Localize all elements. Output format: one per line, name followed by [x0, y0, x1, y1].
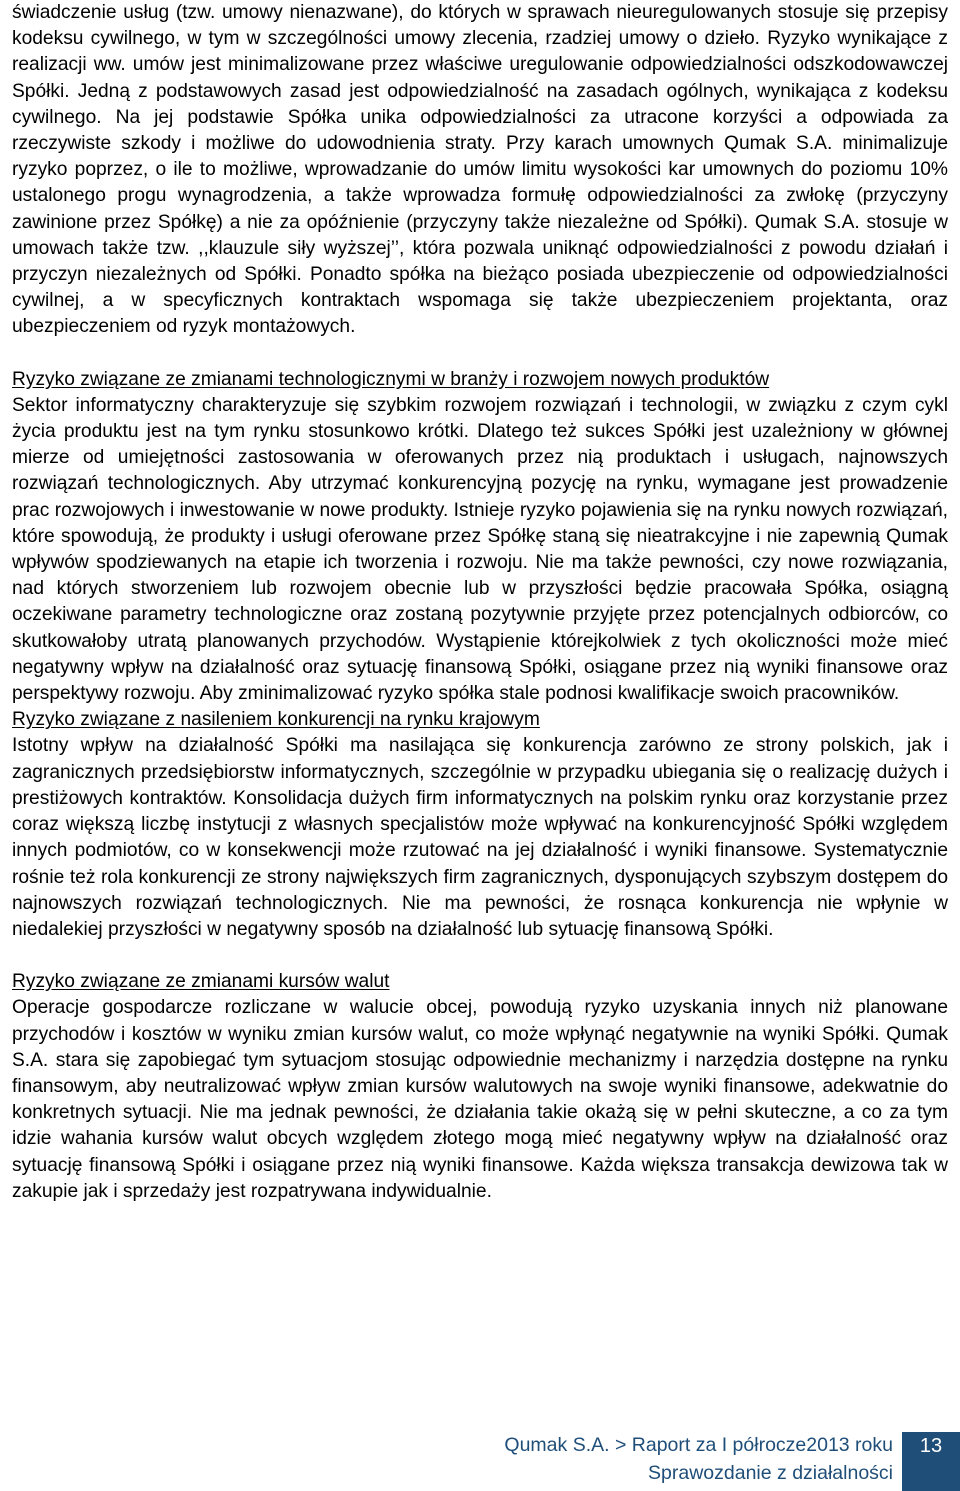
paragraph-competition-risk: Istotny wpływ na działalność Spółki ma nasilająca się konkurencja zarówno ze strony polskich, jak i zagranicznych przedsiębiorstw informatycznych, szczególnie w przypadku ubiegania się o realizację dużych i prestiżowych kontraktów. Konsolidacja dużych firm informatycznych na polskim rynku oraz korzystanie przez coraz większą liczbę instytucji z własnych specjalistów może wpływać na konkurencyjność Spółki względem innych podmiotów, co w konsekwencji może rzutować na jej działalność i wyniki finansowe. Systematycznie rośnie też rola konkurencji ze strony największych firm zagranicznych, dysponujących szybszym dostępem do najnowszych rozwiązań technologicznych. Nie ma pewności, że rosnąca konkurencja nie wpłynie w niedalekiej przyszłości w negatywny sposób na działalność lub sytuację finansową Spółki. [12, 735, 948, 940]
paragraph-technology-risk: Sektor informatyczny charakteryzuje się szybkim rozwojem rozwiązań i technologii, w związku z czym cykl życia produktu jest na tym rynku stosunkowo krótki. Dlatego też sukces Spółki jest uzależniony w głównej mierze od umiejętności zastosowania w oferowanych przez nią produktach i usługach, najnowszych rozwiązań technologicznych. Aby utrzymać konkurencyjną pozycję na rynku, wymagane jest prowadzenie prac rozwojowych i inwestowanie w nowe produkty. Istnieje ryzyko pojawienia się na rynku nowych rozwiązań, które spowodują, że produkty i usługi oferowane przez Spółkę staną się nieatrakcyjne i nie zapewnią Qumak wpływów spodziewanych na etapie ich tworzenia i rozwoju. Nie ma także pewności, czy nowe rozwiązania, nad których stworzeniem lub rozwojem obecnie lub w przyszłości będzie pracowała Spółka, osiągną oczekiwane parametry technologiczne oraz zostaną pozytywnie przyjęte przez potencjalnych odbiorców, co skutkowałoby utratą planowanych przychodów. Wystąpienie którejkolwiek z tych okoliczności może mieć negatywny wpływ na działalność oraz sytuację finansową Spółki, osiągane przez nią wyniki finansowe oraz perspektywy rozwoju. Aby zminimalizować ryzyko spółka stale podnosi kwalifikacje swoich pracowników. [12, 394, 948, 705]
footer-section-title: Sprawozdanie z działalności [648, 1462, 893, 1484]
heading-technology-risk: Ryzyko związane ze zmianami technologicznymi w branży i rozwojem nowych produktów [12, 368, 770, 390]
document-page [12, 0, 948, 1205]
spacer [12, 943, 948, 969]
spacer [12, 341, 948, 367]
page-footer [0, 1432, 960, 1491]
heading-competition-risk: Ryzyko związane z nasileniem konkurencji na rynku krajowym [12, 709, 540, 731]
heading-currency-risk: Ryzyko związane ze zmianami kursów walut [12, 971, 390, 993]
paragraph-contract-risk: świadczenie usług (tzw. umowy nienazwane), do których w sprawach nieuregulowanych stosuje się przepisy kodeksu cywilnego, w tym w szczególności umowy zlecenia, rzadziej umowy o dzieło. Ryzyko wynikające z realizacji ww. umów jest minimalizowane przez właściwe uregulowanie odpowiedzialności odszkodowawczej Spółki. Jedną z podstawowych zasad jest odpowiedzialność na zasadach ogólnych, wynikająca z kodeksu cywilnego. Na jej podstawie Spółka unika odpowiedzialności za utracone korzyści a odpowiada za rzeczywiste szkody i możliwe do udowodnienia straty. Przy karach umownych Qumak S.A. minimalizuje ryzyko poprzez, o ile to możliwe, wprowadzanie do umów limitu wysokości kar umownych do poziomu 10% ustalonego progu wynagrodzenia, a także wprowadza formułę odpowiedzialności za zwłokę (przyczyny zawinione przez Spółkę) a nie za opóźnienie (przyczyny także niezależne od Spółki). Qumak S.A. stosuje w umowach także tzw. ,,klauzule siły wyższej’’, która pozwala uniknąć odpowiedzialności z powodu działań i przyczyn niezależnych od Spółki. Ponadto spółka na bieżąco posiada ubezpieczenie od odpowiedzialności cywilnej, a w specyficznych kontraktach wspomaga się także ubezpieczeniem projektanta, oraz ubezpieczeniem od ryzyk montażowych. [12, 2, 948, 338]
page-number-badge: 13 [902, 1432, 960, 1491]
footer-report-title: Qumak S.A. > Raport za I półrocze2013 roku [504, 1434, 893, 1456]
paragraph-currency-risk: Operacje gospodarcze rozliczane w walucie obcej, powodują ryzyko uzyskania innych niż planowane przychodów i kosztów w wyniku zmian kursów walut, co może wpłynąć negatywnie na wyniki Spółki. Qumak S.A. stara się zapobiegać tym sytuacjom stosując odpowiednie mechanizmy i narzędzia dostępne na rynku finansowym, aby neutralizować wpływ zmian kursów walutowych na swoje wyniki finansowe, adekwatnie do konkretnych sytuacji. Nie ma jednak pewności, że działania takie okażą się w pełni skuteczne, a co za tym idzie wahania kursów walut obcych względem złotego mogą mieć negatywny wpływ na działalność oraz sytuację finansową Spółki i osiągane przez nią wyniki finansowe. Każda większa transakcja dewizowa tak w zakupie jak i sprzedaży jest rozpatrywana indywidualnie. [12, 997, 948, 1202]
